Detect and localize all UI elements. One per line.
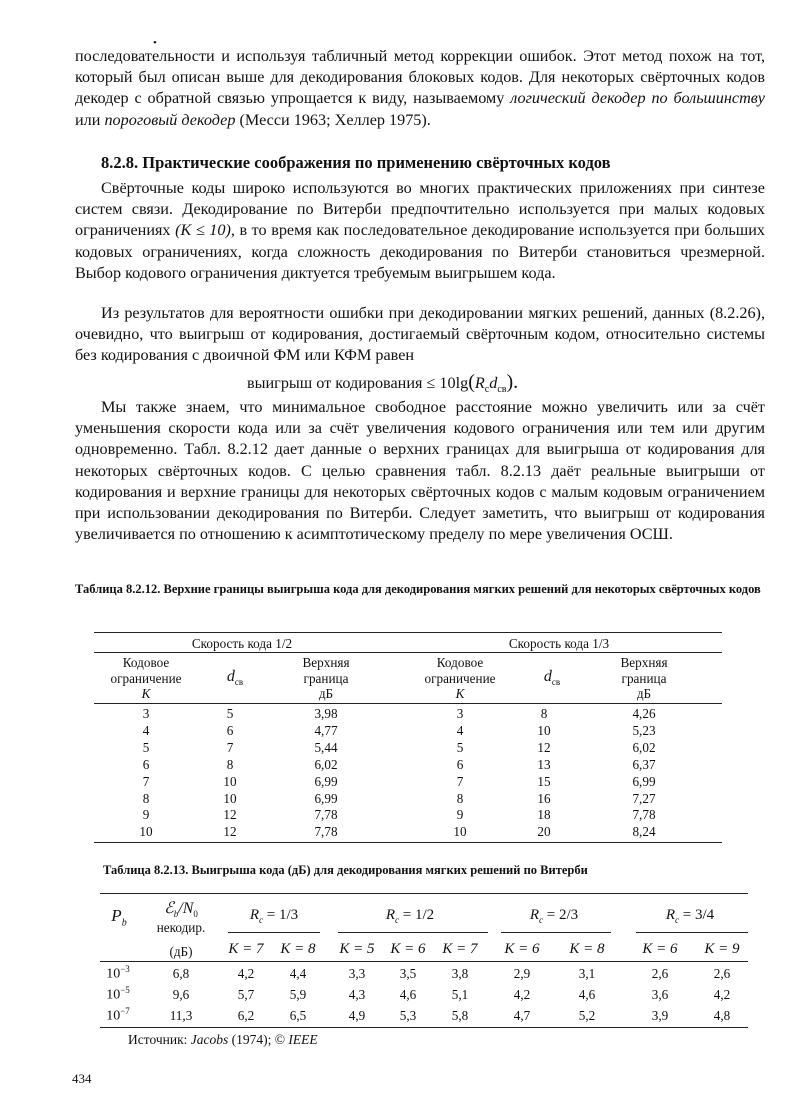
table-cell: 6,2 (237, 1008, 255, 1023)
table-cell: 4,6 (399, 987, 417, 1002)
table-8-2-13-caption: Таблица 8.2.13. Выигрыша кода (дБ) для декодирования мягких решений по Витерби (103, 863, 588, 877)
formula-prefix: выигрыш от кодирования ≤ 10lg (247, 374, 469, 392)
t1-h-granica: граница (303, 671, 349, 686)
source-publisher: IEEE (288, 1032, 318, 1047)
table-cell: 4,2 (513, 987, 531, 1002)
table-cell: 10 (453, 824, 467, 840)
table-cell: 8 (456, 790, 464, 806)
table-cell: 5,7 (237, 987, 255, 1002)
t1-h-db: дБ (318, 686, 334, 701)
t2-pb-cell (100, 1006, 136, 1025)
table-cell: 15 (537, 773, 551, 789)
source-author: Jacobs (190, 1032, 229, 1047)
t2-k-header: K = 5 (339, 941, 375, 957)
t1-h-verhnyaya: Верхняя (302, 655, 350, 670)
t2-pb-base: 10 (106, 987, 121, 1003)
t2-k-header: K = 6 (642, 941, 678, 957)
t2-rate-1-2-val: = 1/2 (402, 907, 435, 923)
t2-rate-3-4-val: = 3/4 (682, 907, 715, 923)
table-cell: 7 (456, 773, 464, 789)
table-1-group-rule (94, 652, 722, 653)
table-cell: 12 (223, 824, 237, 840)
t2-rate-1-2-sub: c (395, 915, 400, 925)
table-cell: 7,78 (314, 807, 338, 823)
table-cell: 2,6 (651, 966, 669, 981)
table-cell: 9 (456, 807, 464, 823)
table-cell: 12 (223, 807, 237, 823)
term-threshold-decoder: пороговый декодер (104, 110, 236, 129)
table-cell: 4 (142, 722, 150, 738)
table-cell: 4,3 (348, 987, 366, 1002)
section-heading: 8.2.8. Практические соображения по применению свёрточных кодов (101, 153, 611, 172)
t2-rate-1-3 (228, 907, 320, 925)
table-cell: 6,99 (314, 773, 338, 789)
table-cell: 7 (226, 739, 234, 755)
table-cell: 4,4 (289, 966, 307, 981)
table-cell: 3,6 (651, 987, 669, 1002)
formula-d: d (489, 374, 498, 392)
table-cell: 7 (142, 773, 150, 789)
table-cell: 5,44 (314, 739, 338, 755)
table-cell: 18 (537, 807, 551, 823)
t2-k-header: K = 8 (280, 941, 316, 957)
table-cell: 10 (223, 773, 237, 789)
formula-open-paren: ( (468, 371, 475, 393)
paragraph-4-text: Мы также знаем, что минимальное свободное расстояние можно увеличить или за счёт уменьшения скорости кода или за счёт увеличения кодового ограничения или тем или другим одновременно. Табл. 8.2.12 дает данные о верхних границах для выигрыша от кодирования для некоторых свёрточных кодов. С целью сравнения табл. 8.2.13 даёт реальные выигрыши от кодирования и верхние границы для некоторых свёрточных кодов с малым кодовым ограничением при использовании декодирования по Витерби. Следует заметить, что выигрыш от кодирования увеличивается по отношению к асимптотическому пределу по мере увеличения ОСШ. (75, 398, 765, 544)
table-cell: 9,6 (172, 987, 190, 1002)
t2-rate-2-3-rule (501, 932, 611, 933)
table-cell: 5,8 (451, 1008, 469, 1023)
t2-h-n0-sub: 0 (193, 909, 198, 920)
t1-group-rate-half: Скорость кода 1/2 (191, 636, 293, 651)
table-cell: 8 (142, 790, 150, 806)
paragraph-3 (75, 303, 765, 367)
table-cell: 4,8 (713, 1008, 731, 1023)
t2-rate-2-3 (504, 907, 604, 925)
t2-k-header: K = 9 (704, 941, 740, 957)
t2-pb-base: 10 (106, 1008, 121, 1024)
t2-rate-1-3-val: = 1/3 (266, 907, 299, 923)
table-cell: 8,24 (632, 824, 656, 840)
table-cell: 12 (537, 739, 551, 755)
t2-h-db: (дБ) (169, 944, 193, 959)
table-cell: 3,3 (348, 966, 366, 981)
t2-pb-exponent: −3 (120, 964, 130, 974)
table-1-bottom-rule (94, 842, 722, 843)
t2-k-header: K = 7 (442, 941, 478, 957)
t2-pb-cell (100, 985, 136, 1004)
t1-h-k: K (141, 686, 151, 701)
table-cell: 4,7 (513, 1008, 531, 1023)
table-cell: 5 (142, 739, 150, 755)
source-prefix: Источник: (128, 1032, 191, 1047)
t2-rate-1-2-rule (338, 932, 488, 933)
t2-rate-1-3-rule (228, 932, 320, 933)
t2-h-pb-sub: b (121, 917, 127, 929)
table-cell: 6,99 (314, 790, 338, 806)
t2-h-uncoded: некодир. (156, 920, 206, 935)
source-year: (1974); © (228, 1032, 289, 1047)
term-majority-decoder: логический декодер по большинству (510, 89, 765, 108)
paragraph-1-text-c: (Месси 1963; Хеллер 1975). (235, 110, 431, 129)
t2-k-header: K = 8 (569, 941, 605, 957)
table-cell: 3,8 (451, 966, 469, 981)
table-8-2-12-caption: Таблица 8.2.12. Верхние границы выигрыша кода для декодирования мягких решений для некоторых свёрточных кодов (75, 582, 761, 596)
table-cell: 7,78 (314, 824, 338, 840)
t1-h2-k: K (455, 686, 465, 701)
table-cell: 9 (142, 807, 150, 823)
table-cell: 2,9 (513, 966, 531, 981)
table-cell: 4,2 (713, 987, 731, 1002)
paragraph-2-text-a: Свёрточные коды широко используются во многих практических приложениях при синтезе систем связи. Декодирование по Витерби предпочтительно используется при малых кодовых ограничениях (75, 179, 765, 240)
table-cell: 7,78 (632, 807, 656, 823)
t2-k-header: K = 6 (504, 941, 540, 957)
t2-pb-cell (100, 964, 136, 983)
table-2-bottom-rule (100, 1027, 748, 1028)
table-cell: 6,02 (632, 739, 656, 755)
table-cell: 5,3 (399, 1008, 417, 1023)
paragraph-3-text: Из результатов для вероятности ошибки при декодировании мягких решений, данных (8.2.26), очевидно, что выигрыш от кодирования, достигаемый свёрточным кодом, относительно системы без кодирования с двоичной ФМ или КФМ равен (75, 304, 765, 365)
t2-h-pb: P (111, 906, 122, 925)
t2-pb-base: 10 (106, 966, 121, 982)
table-cell: 4 (456, 722, 464, 738)
t2-rate-1-3-r: R (249, 907, 260, 923)
t2-h-n0: /N (178, 900, 194, 917)
table-cell: 10 (139, 824, 153, 840)
t2-rate-1-2-r: R (385, 907, 396, 923)
table-2-source (128, 1032, 318, 1048)
paragraph-1 (75, 46, 765, 131)
table-2-top-rule (100, 893, 748, 894)
table-cell: 5 (226, 706, 234, 721)
formula-r-sub: c (484, 384, 490, 396)
t2-rate-3-4 (640, 907, 740, 925)
t2-rate-1-3-sub: c (259, 915, 264, 925)
scan-mark: • (153, 37, 157, 49)
t1-h-kodovoe: Кодовое (122, 655, 170, 670)
t1-h2-d: d (543, 668, 552, 685)
table-cell: 11,3 (169, 1008, 193, 1023)
t2-rate-2-3-r: R (529, 907, 540, 923)
t1-h2-d-sub: св (551, 677, 561, 688)
table-cell: 3 (456, 706, 464, 721)
t2-rate-1-2 (355, 907, 465, 925)
table-cell: 2,6 (713, 966, 731, 981)
table-cell: 4,6 (578, 987, 596, 1002)
formula-r: R (474, 374, 485, 392)
t2-k-header: K = 7 (228, 941, 264, 957)
t2-rate-2-3-sub: c (539, 915, 544, 925)
t1-h2-granica: граница (621, 671, 667, 686)
table-cell: 3,1 (578, 966, 596, 981)
t1-group-rate-third: Скорость кода 1/3 (508, 636, 610, 651)
t1-h2-kodovoe: Кодовое (436, 655, 484, 670)
table-cell: 3,9 (651, 1008, 669, 1023)
table-cell: 4,9 (348, 1008, 366, 1023)
t2-pb-exponent: −5 (120, 985, 130, 995)
t1-h-d: d (226, 668, 235, 685)
table-cell: 6,02 (314, 756, 338, 772)
t1-h2-db: дБ (636, 686, 652, 701)
table-cell: 6 (142, 756, 150, 772)
t2-rate-3-4-r: R (665, 907, 676, 923)
t2-rate-2-3-val: = 2/3 (546, 907, 579, 923)
table-cell: 6,8 (172, 966, 190, 981)
table-cell: 6 (456, 756, 464, 772)
t2-h-eb: ℰ (164, 900, 174, 917)
t1-h2-verhnyaya: Верхняя (620, 655, 668, 670)
formula-close-paren: ). (506, 371, 519, 393)
t2-rate-3-4-sub: c (675, 915, 680, 925)
t2-rate-3-4-rule (636, 932, 748, 933)
t1-h-ogranichenie: ограничение (110, 671, 182, 686)
table-cell: 3 (142, 706, 150, 721)
table-cell: 6,5 (289, 1008, 307, 1023)
table-cell: 16 (537, 790, 551, 806)
coding-gain-formula (247, 371, 518, 395)
table-cell: 5,9 (289, 987, 307, 1002)
table-cell: 8 (226, 756, 234, 772)
paragraph-2 (75, 178, 765, 284)
inline-formula-k: (K ≤ 10) (175, 221, 231, 240)
table-cell: 6,99 (632, 773, 656, 789)
table-cell: 4,26 (632, 706, 656, 721)
table-cell: 4,2 (237, 966, 255, 981)
paragraph-1-text-a: последовательности и используя табличный метод коррекции ошибок. Этот метод похож на тот, который был описан выше для декодирования блоковых кодов. Для некоторых свёрточных кодов декодер с обратной связью упрощается к виду, называемому (75, 47, 765, 108)
table-cell: 5 (456, 739, 464, 755)
table-1-top-rule (94, 632, 722, 633)
t1-h2-ogranichenie: ограничение (424, 671, 496, 686)
t2-k-header: K = 6 (390, 941, 426, 957)
formula-d-sub: св (497, 384, 507, 396)
table-cell: 13 (537, 756, 551, 772)
table-cell: 20 (537, 824, 551, 840)
table-1-header-rule (94, 703, 722, 704)
table-cell: 10 (537, 722, 551, 738)
table-cell: 7,27 (632, 790, 656, 806)
table-cell: 5,2 (578, 1008, 596, 1023)
table-cell: 5,1 (451, 987, 469, 1002)
table-cell: 6 (226, 722, 234, 738)
t2-pb-exponent: −7 (120, 1006, 130, 1016)
paragraph-4 (75, 397, 765, 545)
t2-h-eb-sub: b (173, 909, 179, 920)
table-cell: 8 (540, 706, 548, 721)
table-cell: 10 (223, 790, 237, 806)
table-cell: 3,5 (399, 966, 417, 981)
paragraph-1-text-b: или (75, 110, 105, 129)
page-number: 434 (72, 1071, 92, 1086)
table-cell: 5,23 (632, 722, 656, 738)
table-2-header-rule (100, 961, 748, 962)
table-cell: 4,77 (314, 722, 338, 738)
table-cell: 3,98 (314, 706, 338, 721)
table-cell: 6,37 (632, 756, 656, 772)
paragraph-2-text-b: , в то время как последовательное декодирование используется при больших кодовых ограничениях, когда сложность декодирования по Витерби становиться чрезмерной. Выбор кодового ограничения диктуется требуемым выигрышем кода. (75, 221, 766, 282)
t1-h-d-sub: св (234, 677, 244, 688)
